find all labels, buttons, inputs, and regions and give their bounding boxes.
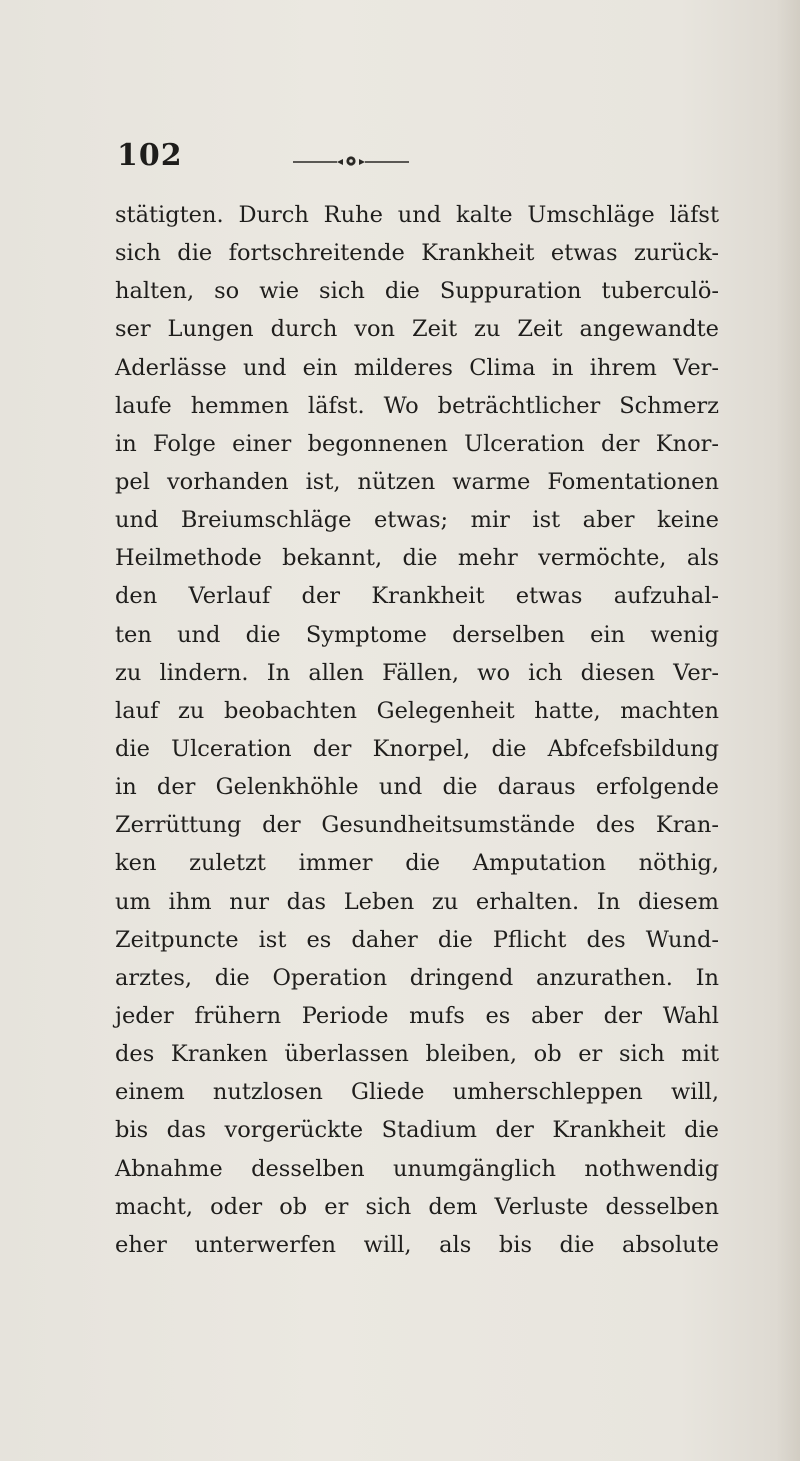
text-line: sich die fortschreitende Krankheit etwas zurück- bbox=[115, 240, 719, 267]
text-line: eher unterwerfen will, als bis die absolute bbox=[115, 1231, 719, 1258]
text-line: Aderlässe und ein milderes Clima in ihrem Ver- bbox=[115, 354, 719, 381]
text-line: arztes, die Operation dringend anzurathen. In bbox=[115, 964, 719, 991]
page-header bbox=[117, 138, 617, 178]
text-line: und Breiumschläge etwas; mir ist aber keine bbox=[115, 507, 719, 534]
text-line: die Ulceration der Knorpel, die Abfcefsbildung bbox=[115, 735, 719, 762]
text-line: zu lindern. In allen Fällen, wo ich diesen Ver- bbox=[115, 659, 719, 686]
text-line: Zeitpuncte ist es daher die Pflicht des Wund- bbox=[115, 926, 719, 953]
text-line: ser Lungen durch von Zeit zu Zeit angewandte bbox=[115, 316, 719, 343]
text-line: Abnahme desselben unumgänglich nothwendig bbox=[115, 1155, 719, 1182]
text-line: halten, so wie sich die Suppuration tuberculö- bbox=[115, 278, 719, 305]
text-line: jeder frühern Periode mufs es aber der Wahl bbox=[115, 1002, 719, 1029]
text-line: in der Gelenkhöhle und die daraus erfolgende bbox=[115, 774, 719, 801]
text-line: ken zuletzt immer die Amputation nöthig, bbox=[115, 850, 719, 877]
body-text bbox=[115, 196, 719, 1264]
text-line: einem nutzlosen Gliede umherschleppen will, bbox=[115, 1079, 719, 1106]
decorative-rule-ornament-icon bbox=[291, 154, 411, 168]
text-line: den Verlauf der Krankheit etwas aufzuhal- bbox=[115, 583, 719, 610]
text-line: pel vorhanden ist, nützen warme Fomentationen bbox=[115, 468, 719, 495]
text-line: bis das vorgerückte Stadium der Krankheit die bbox=[115, 1117, 719, 1144]
text-line: Zerrüttung der Gesundheitsumstände des Kran- bbox=[115, 812, 719, 839]
text-line: macht, oder ob er sich dem Verluste desselben bbox=[115, 1193, 719, 1220]
text-line: um ihm nur das Leben zu erhalten. In diesem bbox=[115, 888, 719, 915]
text-line: Heilmethode bekannt, die mehr vermöchte, als bbox=[115, 545, 719, 572]
text-line: laufe hemmen läfst. Wo beträchtlicher Schmerz bbox=[115, 392, 719, 419]
text-line: in Folge einer begonnenen Ulceration der Knor- bbox=[115, 430, 719, 457]
text-line: des Kranken überlassen bleiben, ob er sich mit bbox=[115, 1041, 719, 1068]
page-number: 102 bbox=[117, 138, 183, 173]
text-line: lauf zu beobachten Gelegenheit hatte, machten bbox=[115, 697, 719, 724]
text-line: ten und die Symptome derselben ein wenig bbox=[115, 621, 719, 648]
text-line: stätigten. Durch Ruhe und kalte Umschläge läfst bbox=[115, 202, 719, 228]
